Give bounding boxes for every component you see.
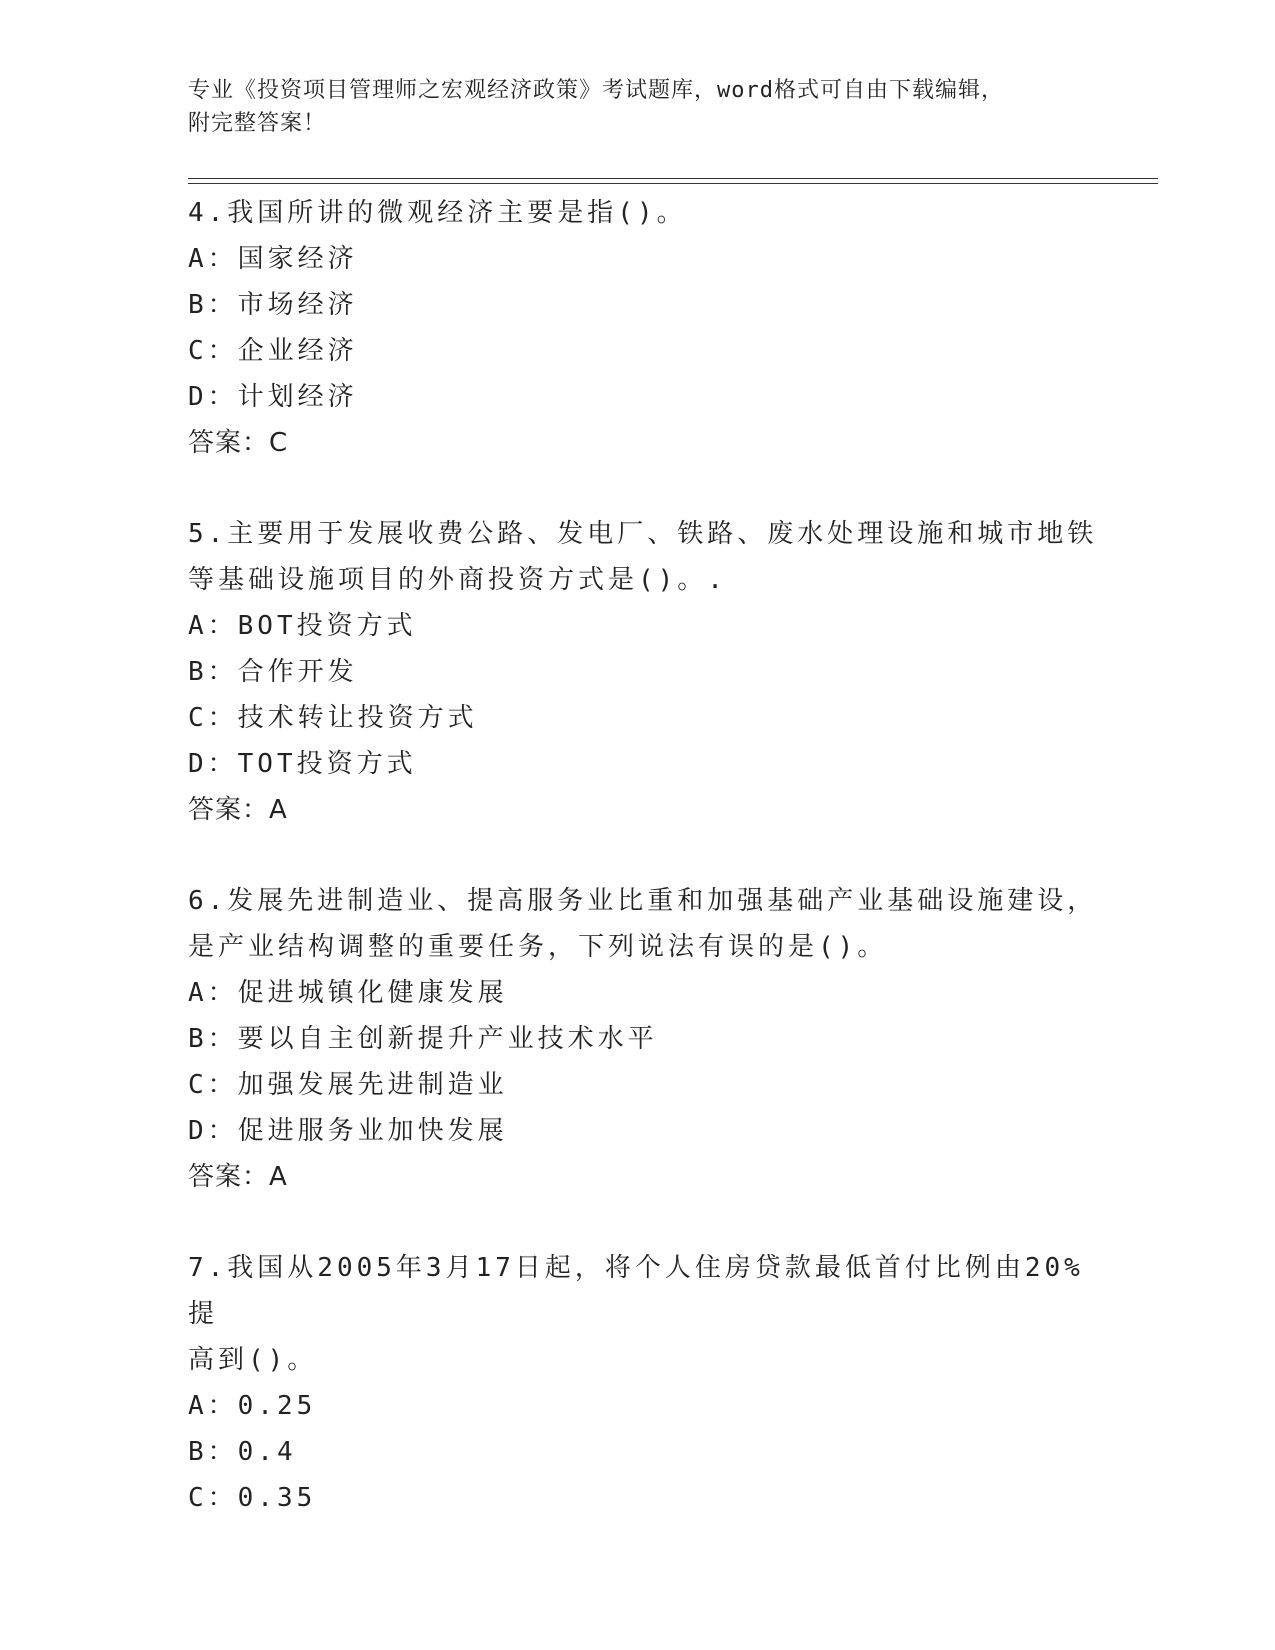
question-7 xyxy=(188,1245,1108,1521)
option-text: 要以自主创新提升产业技术水平 xyxy=(237,1024,658,1054)
option-b xyxy=(188,649,1108,695)
option-letter: C： xyxy=(188,1483,238,1513)
option-letter: A： xyxy=(188,611,238,641)
option-text: 加强发展先进制造业 xyxy=(237,1070,508,1100)
question-5 xyxy=(188,511,1108,833)
option-d xyxy=(188,741,1108,787)
option-text: 0.25 xyxy=(237,1391,317,1421)
header-line-1: 专业《投资项目管理师之宏观经济政策》考试题库，word格式可自由下载编辑， xyxy=(188,78,1004,103)
option-b xyxy=(188,282,1108,328)
option-letter: C： xyxy=(188,1070,238,1100)
header-divider-bottom xyxy=(188,183,1158,184)
option-text: 企业经济 xyxy=(237,336,358,366)
header-divider-top xyxy=(188,178,1158,179)
question-stem-line-1: 6.发展先进制造业、提高服务业比重和加强基础产业基础设施建设， xyxy=(188,886,1098,916)
option-d xyxy=(188,374,1108,420)
option-letter: B： xyxy=(188,1437,238,1467)
option-a xyxy=(188,603,1108,649)
option-letter: A： xyxy=(188,978,238,1008)
option-letter: D： xyxy=(188,749,238,779)
option-c xyxy=(188,1062,1108,1108)
question-list xyxy=(188,190,1108,1566)
option-a xyxy=(188,236,1108,282)
option-letter: A： xyxy=(188,1391,238,1421)
answer-line: 答案：C xyxy=(188,428,289,458)
option-text: 促进服务业加快发展 xyxy=(237,1116,508,1146)
option-text: 国家经济 xyxy=(237,244,358,274)
option-text: 市场经济 xyxy=(237,290,358,320)
option-text: 合作开发 xyxy=(237,657,358,687)
question-stem-line-2: 是产业结构调整的重要任务，下列说法有误的是()。 xyxy=(188,932,888,962)
answer-line: 答案：A xyxy=(188,1162,288,1192)
option-letter: C： xyxy=(188,336,238,366)
question-4 xyxy=(188,190,1108,466)
option-a xyxy=(188,970,1108,1016)
option-text: 0.4 xyxy=(237,1437,297,1467)
option-text: 促进城镇化健康发展 xyxy=(237,978,508,1008)
option-c xyxy=(188,1475,1108,1521)
option-letter: D： xyxy=(188,1116,238,1146)
answer-line: 答案：A xyxy=(188,795,288,825)
option-text: BOT投资方式 xyxy=(237,611,417,641)
document-header xyxy=(188,74,1088,140)
option-b xyxy=(188,1429,1108,1475)
question-stem-line-1: 7.我国从2005年3月17日起，将个人住房贷款最低首付比例由20%提 xyxy=(188,1253,1084,1329)
option-letter: B： xyxy=(188,290,238,320)
option-text: 计划经济 xyxy=(237,382,358,412)
option-text: 0.35 xyxy=(237,1483,317,1513)
option-letter: D： xyxy=(188,382,238,412)
option-letter: B： xyxy=(188,1024,238,1054)
option-text: TOT投资方式 xyxy=(237,749,417,779)
option-c xyxy=(188,695,1108,741)
option-c xyxy=(188,328,1108,374)
question-6 xyxy=(188,878,1108,1200)
option-letter: C： xyxy=(188,703,238,733)
question-stem: 4.我国所讲的微观经济主要是指()。 xyxy=(188,198,687,228)
question-stem-line-2: 高到()。 xyxy=(188,1345,318,1375)
question-stem-line-2: 等基础设施项目的外商投资方式是()。. xyxy=(188,565,727,595)
option-a xyxy=(188,1383,1108,1429)
option-letter: B： xyxy=(188,657,238,687)
option-b xyxy=(188,1016,1108,1062)
header-line-2: 附完整答案！ xyxy=(188,111,327,136)
question-stem-line-1: 5.主要用于发展收费公路、发电厂、铁路、废水处理设施和城市地铁 xyxy=(188,519,1098,549)
option-letter: A： xyxy=(188,244,238,274)
option-text: 技术转让投资方式 xyxy=(237,703,478,733)
option-d xyxy=(188,1108,1108,1154)
